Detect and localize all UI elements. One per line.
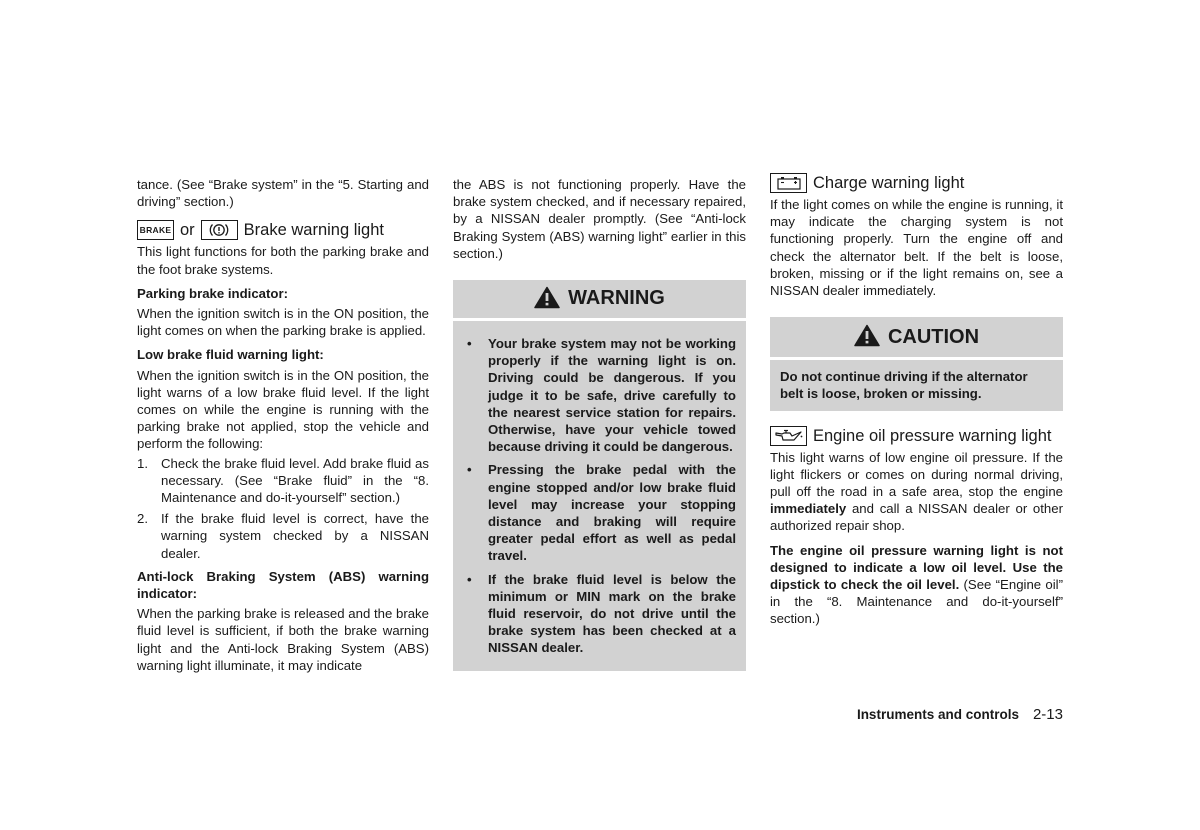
warning-body: [453, 321, 746, 671]
column-left: [137, 176, 429, 674]
brake-heading-text: Brake warning light: [243, 221, 384, 240]
list-item: • Your brake system may not be working properly if the warning light is on. Driving could be dangerous. If you judge it to be safe, drive carefully to the nearest service station for repairs. Otherwise, have your vehicle towed because driving it could be dangerous.: [467, 336, 736, 455]
page-number: 2-13: [1032, 706, 1063, 723]
brake-warning-heading: [137, 219, 429, 241]
caution-triangle-icon: [854, 324, 880, 350]
brake-fluid-steps: [137, 455, 429, 562]
charge-heading-text: Charge warning light: [813, 174, 965, 192]
list-item: • Pressing the brake pedal with the engine stopped and/or low brake fluid level may increase your stopping distance and braking will require greater pedal effort as well as pedal travel.: [467, 462, 736, 564]
column-middle: [453, 176, 746, 671]
caution-header: [770, 317, 1063, 360]
abs-subhead: Anti-lock Braking System (ABS) warning indicator:: [137, 568, 429, 602]
abs-continued-text: the ABS is not functioning properly. Have the brake system checked, and if necessary repaired, by a NISSAN dealer promptly. (See “Anti-lock Braking System (ABS) warning light” earlier in this section.): [453, 177, 746, 261]
battery-icon: [770, 173, 807, 193]
caution-box: [770, 317, 1063, 410]
brake-text-icon: BRAKE: [137, 220, 174, 240]
list-item: 1. Check the brake fluid level. Add brake fluid as necessary. (See “Brake fluid” in the “8. Maintenance and do-it-yourself” section.): [137, 455, 429, 506]
warning-title: WARNING: [568, 287, 665, 310]
brake-description: This light functions for both the parking brake and the foot brake systems.: [137, 244, 429, 277]
oil-heading-text: Engine oil pressure warning light: [813, 426, 1052, 445]
abs-description: When the parking brake is released and the brake fluid level is sufficient, if both the brake warning light and the Anti-lock Braking System (ABS) warning light illuminate, it may indicate: [137, 606, 429, 673]
footer-section-title: Instruments and controls: [856, 707, 1019, 722]
column-right: [770, 172, 1063, 628]
caution-text: Do not continue driving if the alternator belt is loose, broken or missing.: [780, 369, 1028, 402]
warning-triangle-icon: [534, 286, 560, 312]
parking-brake-description: When the ignition switch is in the ON position, the light comes on when the parking brake is applied.: [137, 306, 429, 339]
or-text: or: [180, 221, 195, 240]
oil-can-icon: [770, 426, 807, 446]
list-item: • If the brake fluid level is below the minimum or MIN mark on the brake fluid reservoir, do not drive until the brake system has been checked at a NISSAN dealer.: [467, 571, 736, 656]
brake-fluid-subhead: Low brake fluid warning light:: [137, 347, 324, 363]
oil-description: This light warns of low engine oil pressure. If the light flickers or comes on during normal driving, pull off the road in a safe area, stop the engine immediately and call a NISSAN dealer or other authorized repair shop.: [770, 449, 1063, 534]
intro-text: tance. (See “Brake system” in the “5. Starting and driving” section.): [137, 177, 429, 210]
list-item: 2. If the brake fluid level is correct, have the warning system checked by a NISSAN dealer.: [137, 511, 429, 561]
charge-description: If the light comes on while the engine is running, it may indicate the charging system is not functioning properly. Turn the engine off and check the alternator belt. If the belt is loose, broken, missing or if the light remains on, see a NISSAN dealer immediately.: [770, 197, 1063, 299]
brake-circle-icon: [201, 220, 238, 240]
oil-note: The engine oil pressure warning light is not designed to indicate a low oil level. Use the dipstick to check the oil level. (See “Engine oil” in the “8. Maintenance and do-it-yourself” section.): [770, 542, 1063, 627]
caution-title: CAUTION: [887, 325, 980, 348]
oil-pressure-heading: [770, 425, 1063, 447]
warning-box: [453, 280, 746, 671]
page-footer: [770, 706, 1063, 723]
parking-brake-subhead: Parking brake indicator:: [137, 285, 288, 301]
charge-warning-heading: [770, 172, 1063, 194]
brake-fluid-description: When the ignition switch is in the ON position, the light warns of a low brake fluid level. If the light comes on while the engine is running with the parking brake not applied, stop the vehicle and perform the following:: [137, 367, 429, 452]
warning-header: [453, 280, 746, 321]
